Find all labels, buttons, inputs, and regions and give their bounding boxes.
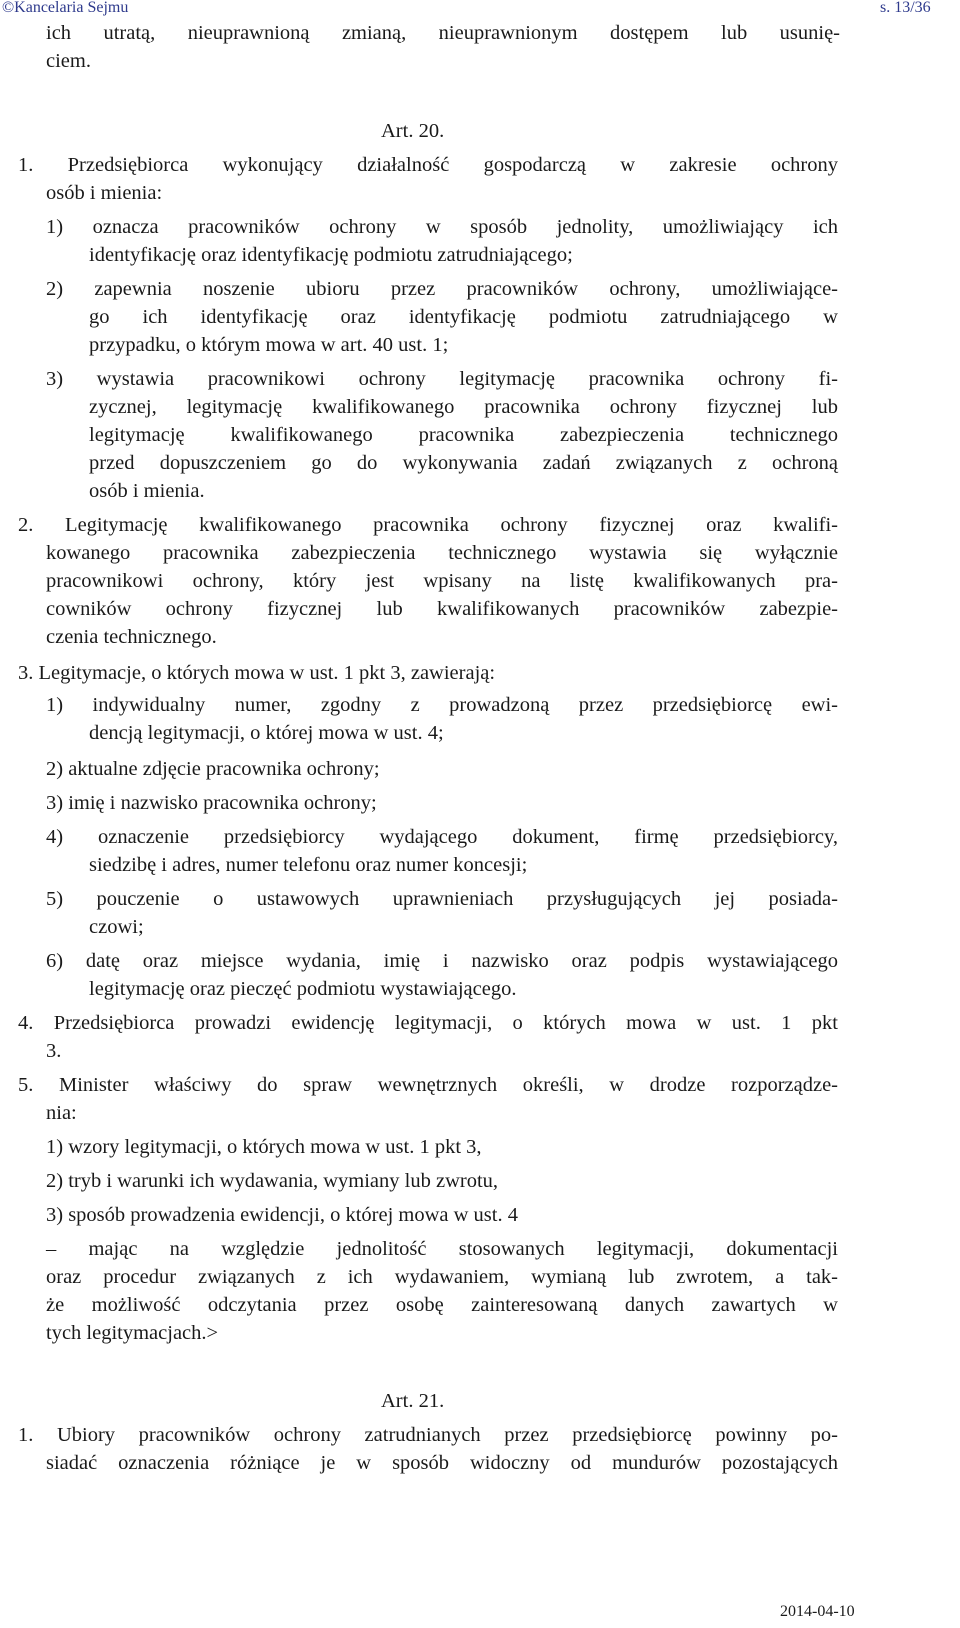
text-line: 1. Przedsiębiorca wykonujący działalność gospodarczą w zakresie ochrony — [18, 154, 838, 176]
text-line: go ich identyfikację oraz identyfikację podmiotu zatrudniającego w — [89, 306, 838, 328]
text-line: przypadku, o którym mowa w art. 40 ust. 1; — [89, 334, 449, 356]
text-line: ciem. — [46, 50, 91, 72]
source-label: ©Kancelaria Sejmu — [2, 0, 129, 16]
text-line: czowi; — [89, 916, 144, 938]
text-line: osób i mienia. — [89, 480, 205, 502]
text-line: czenia technicznego. — [46, 626, 217, 648]
text-line: – mając na względzie jednolitość stosowanych legitymacji, dokumentacji — [46, 1238, 838, 1260]
page-header — [0, 0, 960, 20]
text-line: ich utratą, nieuprawnioną zmianą, nieuprawnionym dostępem lub usunię- — [46, 22, 840, 44]
text-line: 2. Legitymację kwalifikowanego pracownika ochrony fizycznej oraz kwalifi- — [18, 514, 838, 536]
text-line: 1. Ubiory pracowników ochrony zatrudnianych przez przedsiębiorcę powinny po- — [18, 1424, 838, 1446]
text-line: przed dopuszczeniem go do wykonywania zadań związanych z ochroną — [89, 452, 838, 474]
text-line: 1) wzory legitymacji, o których mowa w ust. 1 pkt 3, — [46, 1136, 482, 1158]
text-line: 3. — [46, 1040, 62, 1062]
text-line: identyfikację oraz identyfikację podmiotu zatrudniającego; — [89, 244, 573, 266]
footer-date: 2014-04-10 — [780, 1603, 855, 1620]
text-line: 2) zapewnia noszenie ubioru przez pracowników ochrony, umożliwiające- — [46, 278, 838, 300]
text-line: zycznej, legitymację kwalifikowanego pracownika ochrony fizycznej lub — [89, 396, 838, 418]
text-line: 4) oznaczenie przedsiębiorcy wydającego dokument, firmę przedsiębiorcy, — [46, 826, 838, 848]
text-line: oraz procedur związanych z ich wydawaniem, wymianą lub zwrotem, a tak- — [46, 1266, 838, 1288]
text-line: 1) indywidualny numer, zgodny z prowadzoną przez przedsiębiorcę ewi- — [46, 694, 838, 716]
text-line: siedzibę i adres, numer telefonu oraz numer koncesji; — [89, 854, 528, 876]
text-line: legitymację kwalifikowanego pracownika zabezpieczenia technicznego — [89, 424, 838, 446]
text-line: kowanego pracownika zabezpieczenia technicznego wystawia się wyłącznie — [46, 542, 838, 564]
text-line: że możliwość odczytania przez osobę zainteresowaną danych zawartych w — [46, 1294, 838, 1316]
text-line: 1) oznacza pracowników ochrony w sposób jednolity, umożliwiający ich — [46, 216, 838, 238]
page-number: s. 13/36 — [880, 0, 931, 16]
text-line: 3) imię i nazwisko pracownika ochrony; — [46, 792, 377, 814]
text-line: pracownikowi ochrony, który jest wpisany na listę kwalifikowanych pra- — [46, 570, 838, 592]
text-line: cowników ochrony fizycznej lub kwalifikowanych pracowników zabezpie- — [46, 598, 838, 620]
text-line: 5. Minister właściwy do spraw wewnętrznych określi, w drodze rozporządze- — [18, 1074, 838, 1096]
text-line: 5) pouczenie o ustawowych uprawnieniach przysługujących jej posiada- — [46, 888, 838, 910]
article-heading: Art. 20. — [381, 120, 445, 142]
text-line: 2) aktualne zdjęcie pracownika ochrony; — [46, 758, 380, 780]
text-line: legitymację oraz pieczęć podmiotu wystawiającego. — [89, 978, 517, 1000]
article-heading: Art. 21. — [381, 1390, 445, 1412]
text-line: 6) datę oraz miejsce wydania, imię i nazwisko oraz podpis wystawiającego — [46, 950, 838, 972]
text-line: 3) sposób prowadzenia ewidencji, o której mowa w ust. 4 — [46, 1204, 518, 1226]
text-line: dencją legitymacji, o której mowa w ust. 4; — [89, 722, 444, 744]
text-line: osób i mienia: — [46, 182, 163, 204]
text-line: 2) tryb i warunki ich wydawania, wymiany lub zwrotu, — [46, 1170, 499, 1192]
text-line: siadać oznaczenia różniące je w sposób widoczny od mundurów pozostających — [46, 1452, 838, 1474]
text-line: tych legitymacjach.> — [46, 1322, 219, 1344]
text-line: 3) wystawia pracownikowi ochrony legitymację pracownika ochrony fi- — [46, 368, 838, 390]
text-line: nia: — [46, 1102, 77, 1124]
text-line: 3. Legitymacje, o których mowa w ust. 1 pkt 3, zawierają: — [18, 662, 496, 684]
text-line: 4. Przedsiębiorca prowadzi ewidencję legitymacji, o których mowa w ust. 1 pkt — [18, 1012, 838, 1034]
